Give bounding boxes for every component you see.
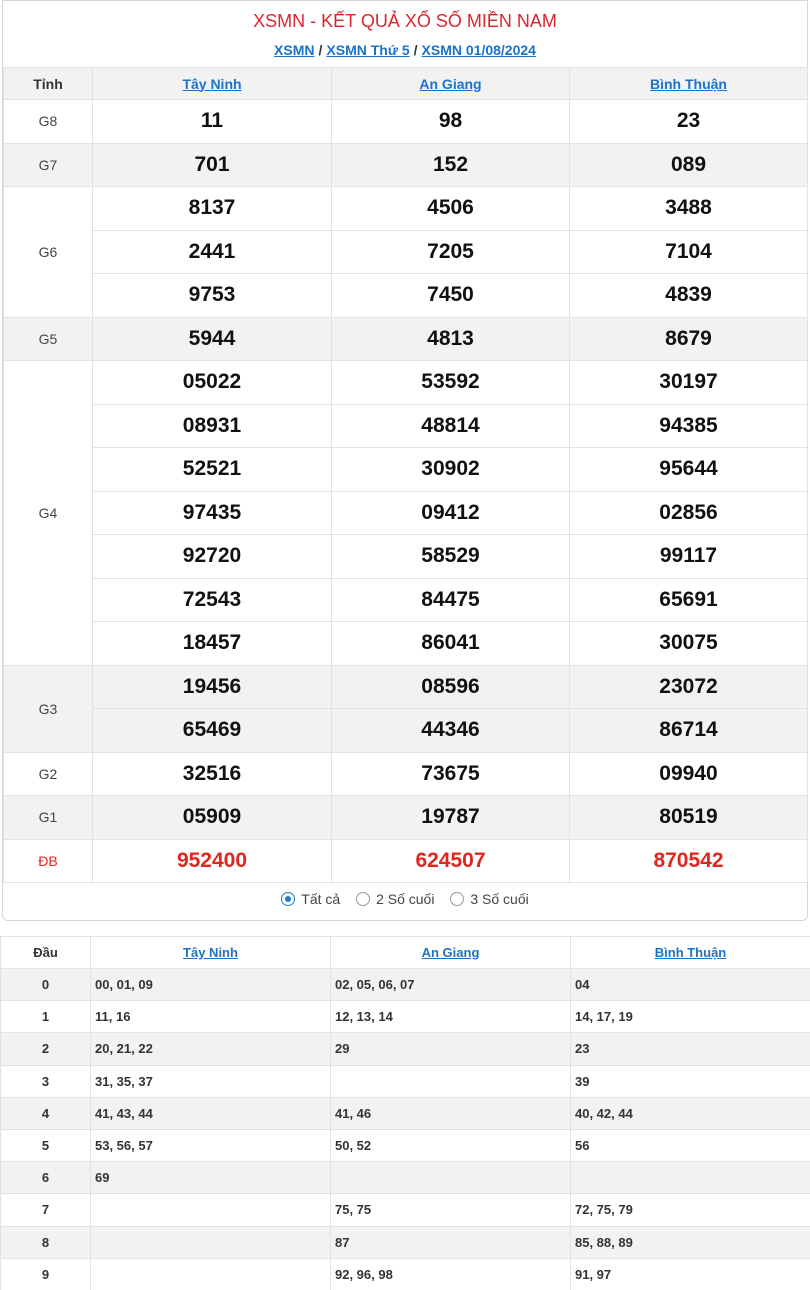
loto-row	[1, 1033, 810, 1065]
radio-unchecked-icon	[450, 892, 464, 906]
loto-province-link-binh-thuan[interactable]: Bình Thuận	[654, 945, 727, 960]
filter-last-2-label: 2 Số cuối	[376, 891, 435, 907]
prize-number: 02856	[570, 491, 808, 535]
prize-row	[4, 491, 808, 535]
prize-row	[4, 187, 808, 231]
prize-number: 44346	[332, 709, 570, 753]
loto-head-digit: 2	[1, 1033, 91, 1065]
loto-row	[1, 1162, 810, 1194]
prize-label: G7	[4, 143, 93, 187]
prize-row	[4, 404, 808, 448]
prize-number: 624507	[332, 839, 570, 883]
column-header-province: Tỉnh	[4, 68, 93, 100]
loto-values: 39	[571, 1065, 810, 1097]
loto-values: 92, 96, 98	[331, 1258, 571, 1290]
breadcrumb-separator: /	[413, 42, 418, 58]
prize-number: 86714	[570, 709, 808, 753]
prize-number: 3488	[570, 187, 808, 231]
prize-number: 7205	[332, 230, 570, 274]
prize-label: G8	[4, 100, 93, 144]
loto-row	[1, 1065, 810, 1097]
prize-row	[4, 709, 808, 753]
filter-last-3-label: 3 Số cuối	[470, 891, 529, 907]
loto-values	[571, 1162, 810, 1194]
loto-row	[1, 1129, 810, 1161]
loto-row	[1, 969, 810, 1001]
loto-head-digit: 7	[1, 1194, 91, 1226]
prize-number: 05022	[93, 361, 332, 405]
loto-values: 14, 17, 19	[571, 1001, 810, 1033]
loto-row	[1, 1226, 810, 1258]
prize-number: 8137	[93, 187, 332, 231]
loto-values: 12, 13, 14	[331, 1001, 571, 1033]
prize-number: 8679	[570, 317, 808, 361]
loto-row	[1, 1097, 810, 1129]
prize-number: 92720	[93, 535, 332, 579]
prize-number: 7450	[332, 274, 570, 318]
prize-number: 152	[332, 143, 570, 187]
loto-values: 20, 21, 22	[91, 1033, 331, 1065]
prize-row	[4, 622, 808, 666]
prize-number: 52521	[93, 448, 332, 492]
prize-label: ĐB	[4, 839, 93, 883]
prize-number: 65469	[93, 709, 332, 753]
prize-number: 86041	[332, 622, 570, 666]
breadcrumb	[3, 42, 807, 58]
loto-values: 41, 46	[331, 1097, 571, 1129]
prize-row	[4, 317, 808, 361]
filter-last-2[interactable]	[356, 891, 434, 907]
prize-number: 23072	[570, 665, 808, 709]
results-header-row	[4, 68, 808, 100]
prize-number: 23	[570, 100, 808, 144]
prize-number: 870542	[570, 839, 808, 883]
prize-number: 08596	[332, 665, 570, 709]
prize-number: 5944	[93, 317, 332, 361]
loto-values: 02, 05, 06, 07	[331, 969, 571, 1001]
loto-head-digit: 3	[1, 1065, 91, 1097]
prize-label: G6	[4, 187, 93, 318]
prize-number: 94385	[570, 404, 808, 448]
loto-values: 72, 75, 79	[571, 1194, 810, 1226]
loto-head-digit: 0	[1, 969, 91, 1001]
province-link-an-giang[interactable]: An Giang	[419, 75, 482, 92]
prize-label: G2	[4, 752, 93, 796]
prize-label: G5	[4, 317, 93, 361]
loto-head-digit: 8	[1, 1226, 91, 1258]
radio-checked-icon	[281, 892, 295, 906]
prize-row	[4, 665, 808, 709]
loto-values: 75, 75	[331, 1194, 571, 1226]
loto-row	[1, 1194, 810, 1226]
loto-values: 40, 42, 44	[571, 1097, 810, 1129]
prize-number: 97435	[93, 491, 332, 535]
prize-number: 701	[93, 143, 332, 187]
prize-number: 99117	[570, 535, 808, 579]
loto-head-digit: 9	[1, 1258, 91, 1290]
loto-province-link-tay-ninh[interactable]: Tây Ninh	[183, 945, 238, 960]
prize-row	[4, 143, 808, 187]
prize-number: 32516	[93, 752, 332, 796]
loto-values: 50, 52	[331, 1129, 571, 1161]
loto-values: 56	[571, 1129, 810, 1161]
loto-values: 69	[91, 1162, 331, 1194]
loto-head-digit: 5	[1, 1129, 91, 1161]
prize-row	[4, 535, 808, 579]
loto-values: 11, 16	[91, 1001, 331, 1033]
prize-number: 952400	[93, 839, 332, 883]
loto-values: 53, 56, 57	[91, 1129, 331, 1161]
prize-row	[4, 230, 808, 274]
prize-number: 58529	[332, 535, 570, 579]
results-card	[2, 0, 808, 921]
prize-number: 08931	[93, 404, 332, 448]
loto-values	[91, 1194, 331, 1226]
prize-number: 09412	[332, 491, 570, 535]
loto-head-digit: 6	[1, 1162, 91, 1194]
prize-row	[4, 578, 808, 622]
loto-values: 41, 43, 44	[91, 1097, 331, 1129]
loto-values	[91, 1258, 331, 1290]
loto-head-digit: 1	[1, 1001, 91, 1033]
prize-number: 73675	[332, 752, 570, 796]
loto-values: 87	[331, 1226, 571, 1258]
result-filter	[3, 891, 807, 909]
prize-number: 4813	[332, 317, 570, 361]
prize-number: 19787	[332, 796, 570, 840]
loto-values: 00, 01, 09	[91, 969, 331, 1001]
loto-values	[331, 1162, 571, 1194]
loto-row	[1, 1258, 810, 1290]
prize-number: 72543	[93, 578, 332, 622]
prize-number: 11	[93, 100, 332, 144]
prize-number: 2441	[93, 230, 332, 274]
loto-values	[331, 1065, 571, 1097]
province-link-tay-ninh[interactable]: Tây Ninh	[182, 75, 242, 92]
loto-values: 85, 88, 89	[571, 1226, 810, 1258]
prize-number: 05909	[93, 796, 332, 840]
prize-number: 4839	[570, 274, 808, 318]
breadcrumb-xsmn-date[interactable]: XSMN 01/08/2024	[421, 42, 536, 58]
prize-number: 98	[332, 100, 570, 144]
prize-label: G4	[4, 361, 93, 666]
prize-number: 48814	[332, 404, 570, 448]
prize-number: 80519	[570, 796, 808, 840]
prize-number: 089	[570, 143, 808, 187]
prize-number: 9753	[93, 274, 332, 318]
prize-row	[4, 752, 808, 796]
province-link-binh-thuan[interactable]: Bình Thuận	[650, 75, 727, 92]
prize-label: G1	[4, 796, 93, 840]
breadcrumb-separator: /	[318, 42, 323, 58]
loto-header-row	[1, 937, 810, 969]
breadcrumb-xsmn[interactable]: XSMN	[274, 42, 315, 58]
prize-row	[4, 100, 808, 144]
page-title: XSMN - KẾT QUẢ XỔ SỐ MIỀN NAM	[253, 11, 557, 31]
prize-number: 18457	[93, 622, 332, 666]
loto-values: 04	[571, 969, 810, 1001]
loto-values: 23	[571, 1033, 810, 1065]
prize-row	[4, 361, 808, 405]
loto-values	[91, 1226, 331, 1258]
prize-label: G3	[4, 665, 93, 752]
loto-values: 29	[331, 1033, 571, 1065]
filter-last-3[interactable]	[450, 891, 528, 907]
filter-all-label: Tất cả	[301, 891, 341, 907]
prize-number: 4506	[332, 187, 570, 231]
prize-row	[4, 448, 808, 492]
prize-number: 95644	[570, 448, 808, 492]
prize-number: 84475	[332, 578, 570, 622]
loto-row	[1, 1001, 810, 1033]
results-table	[3, 67, 808, 883]
prize-row	[4, 274, 808, 318]
prize-number: 30197	[570, 361, 808, 405]
breadcrumb-xsmn-thu5[interactable]: XSMN Thứ 5	[326, 42, 410, 58]
prize-number: 7104	[570, 230, 808, 274]
column-header-dau: Đầu	[1, 937, 91, 969]
prize-number: 30075	[570, 622, 808, 666]
loto-values: 31, 35, 37	[91, 1065, 331, 1097]
prize-number: 19456	[93, 665, 332, 709]
prize-row	[4, 839, 808, 883]
loto-province-link-an-giang[interactable]: An Giang	[421, 945, 480, 960]
loto-values: 91, 97	[571, 1258, 810, 1290]
loto-head-digit: 4	[1, 1097, 91, 1129]
prize-number: 53592	[332, 361, 570, 405]
loto-table	[0, 936, 810, 1290]
prize-number: 09940	[570, 752, 808, 796]
prize-number: 65691	[570, 578, 808, 622]
prize-row	[4, 796, 808, 840]
filter-all[interactable]	[281, 891, 340, 907]
radio-unchecked-icon	[356, 892, 370, 906]
prize-number: 30902	[332, 448, 570, 492]
